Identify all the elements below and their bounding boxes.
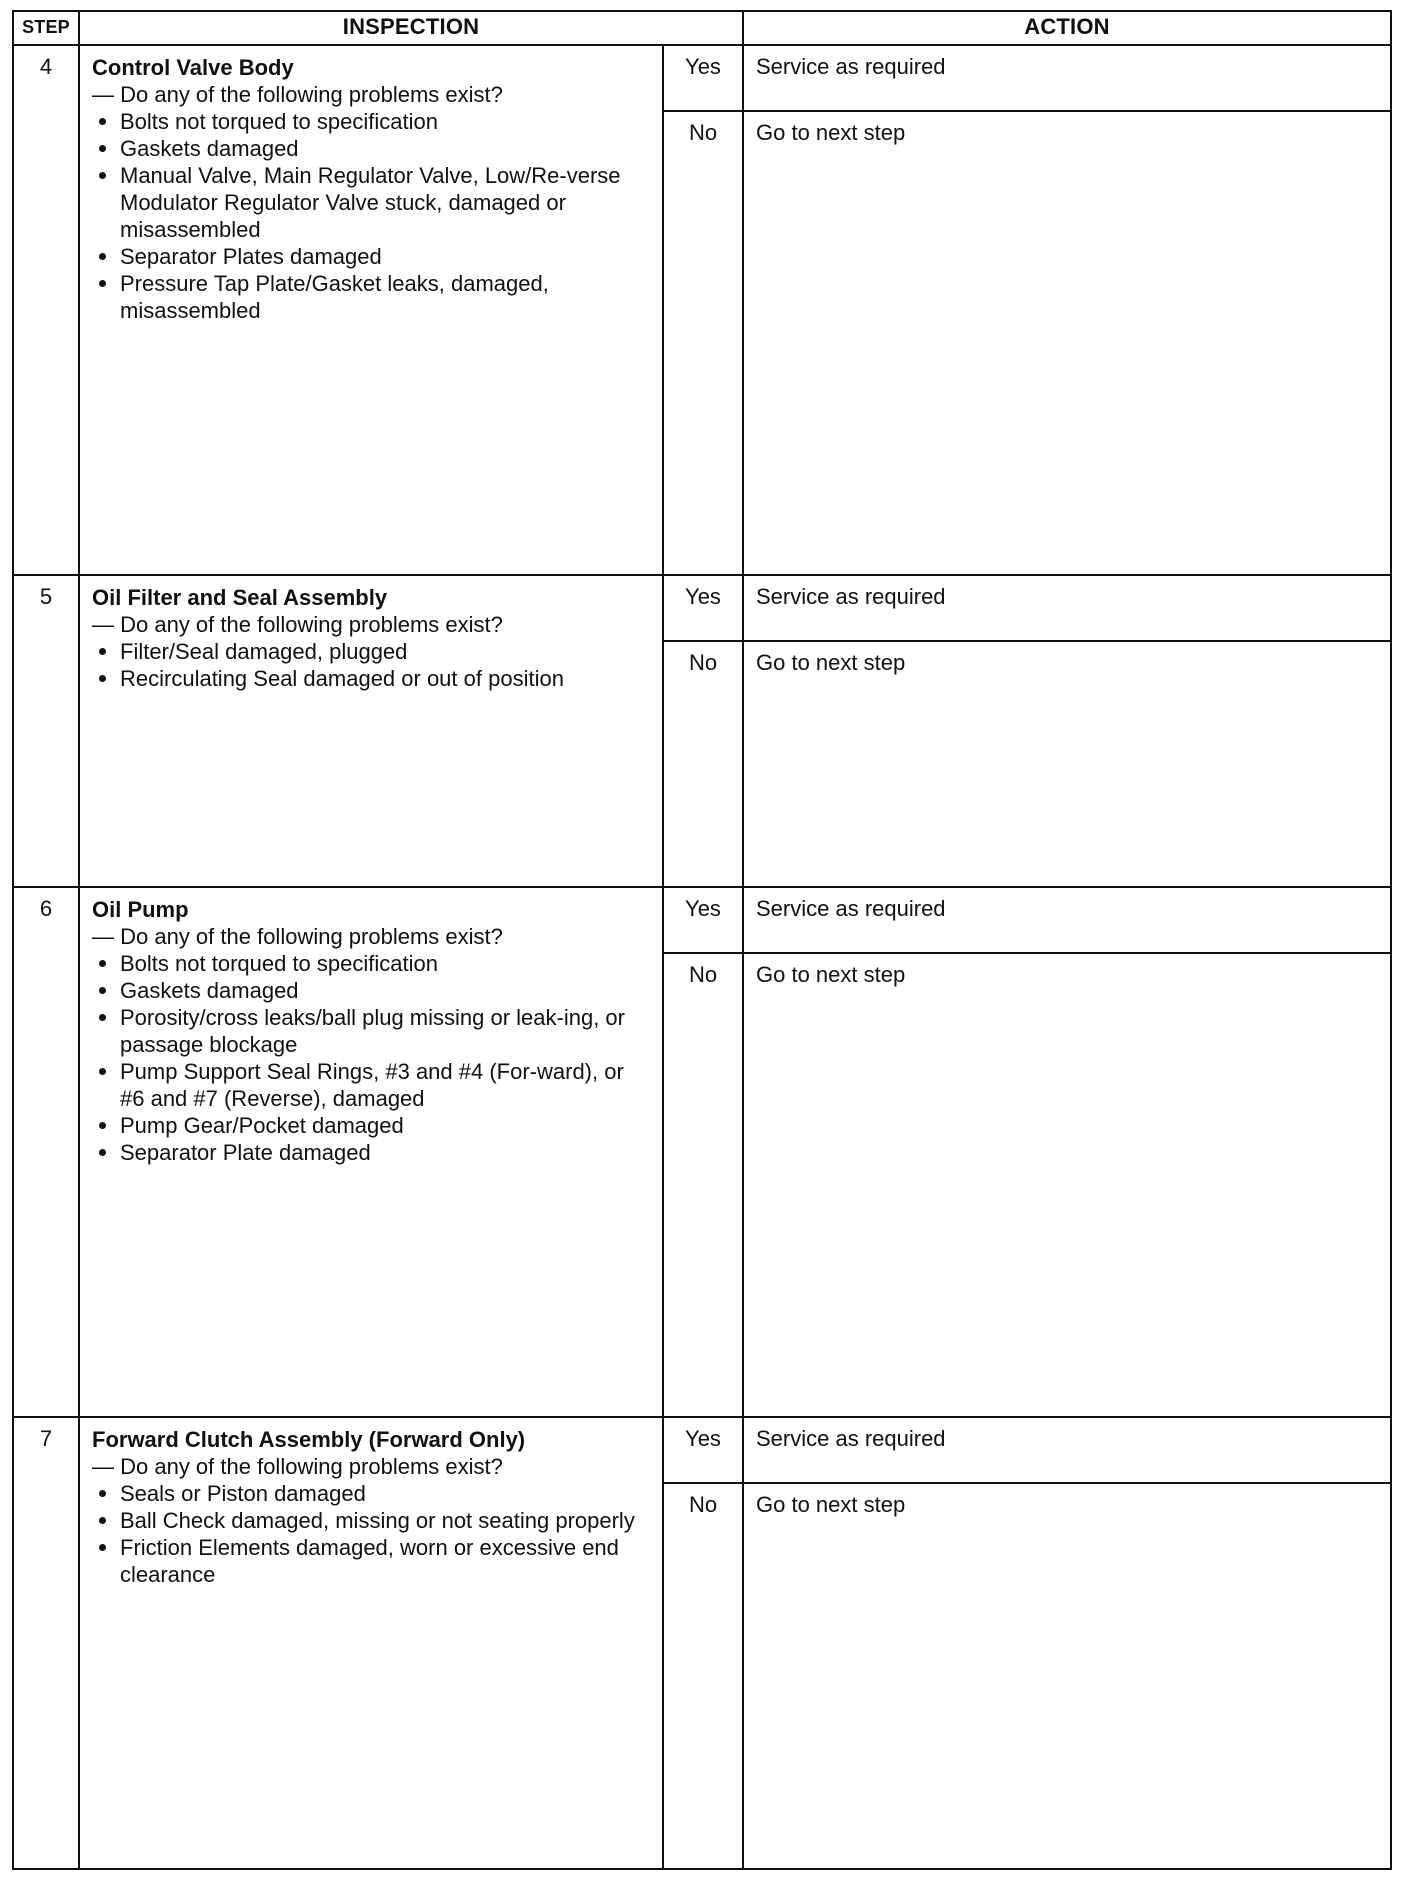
- problem-item: Separator Plates damaged: [92, 243, 648, 270]
- problem-item: Bolts not torqued to specification: [92, 108, 648, 135]
- problem-item: Gaskets damaged: [92, 135, 648, 162]
- answer-rule: [662, 576, 664, 886]
- problem-item: Pressure Tap Plate/Gasket leaks, damaged, misassembled: [92, 270, 648, 324]
- problem-item: Gaskets damaged: [92, 977, 648, 1004]
- header-action: ACTION: [1024, 14, 1110, 39]
- step-number: 7: [39, 1426, 53, 1451]
- problem-item: Recirculating Seal damaged or out of position: [92, 665, 648, 692]
- problem-item: Bolts not torqued to specification: [92, 950, 648, 977]
- header-step: STEP: [22, 17, 70, 37]
- step-row: [14, 1418, 1390, 1868]
- problem-item: Porosity/cross leaks/ball plug missing or leak-ing, or passage blockage: [92, 1004, 648, 1058]
- inspection-title: Oil Filter and Seal Assembly: [92, 585, 388, 610]
- yes-no-divider: [662, 110, 1390, 112]
- problem-item: Pump Gear/Pocket damaged: [92, 1112, 648, 1139]
- yes-no-divider: [662, 952, 1390, 954]
- answer-no: No: [688, 650, 718, 675]
- inspection-cell: [92, 584, 648, 692]
- step-number: 4: [39, 54, 53, 79]
- answer-yes: Yes: [685, 584, 721, 609]
- action-yes: Service as required: [756, 1426, 946, 1451]
- answer-rule: [662, 1418, 664, 1868]
- inspection-cell: [92, 1426, 648, 1588]
- step-number: 5: [39, 584, 53, 609]
- problem-list: [92, 1480, 648, 1588]
- action-no: Go to next step: [756, 1492, 906, 1517]
- problem-item: Separator Plate damaged: [92, 1139, 648, 1166]
- inspection-cell: [92, 896, 648, 1166]
- problem-item: Filter/Seal damaged, plugged: [92, 638, 648, 665]
- inspection-cell: [92, 54, 648, 324]
- answer-yes: Yes: [685, 896, 721, 921]
- inspection-title: Control Valve Body: [92, 55, 294, 80]
- yes-no-divider: [662, 640, 1390, 642]
- problem-list: [92, 108, 648, 324]
- action-yes: Service as required: [756, 584, 946, 609]
- answer-yes: Yes: [685, 1426, 721, 1451]
- problem-list: [92, 638, 648, 692]
- inspection-question: — Do any of the following problems exist?: [92, 612, 503, 637]
- problem-item: Ball Check damaged, missing or not seating properly: [92, 1507, 648, 1534]
- step-number: 6: [39, 896, 53, 921]
- answer-no: No: [688, 1492, 718, 1517]
- yes-no-divider: [662, 1482, 1390, 1484]
- step-row: [14, 888, 1390, 1416]
- action-no: Go to next step: [756, 120, 906, 145]
- problem-item: Manual Valve, Main Regulator Valve, Low/Re-verse Modulator Regulator Valve stuck, damaged or misassembled: [92, 162, 648, 243]
- answer-yes: Yes: [685, 54, 721, 79]
- header-inspection: INSPECTION: [342, 14, 480, 39]
- inspection-question: — Do any of the following problems exist?: [92, 1454, 503, 1479]
- inspection-title: Oil Pump: [92, 897, 189, 922]
- inspection-table: [12, 10, 1392, 1870]
- action-no: Go to next step: [756, 650, 906, 675]
- step-row: [14, 46, 1390, 574]
- problem-item: Seals or Piston damaged: [92, 1480, 648, 1507]
- answer-no: No: [688, 120, 718, 145]
- action-yes: Service as required: [756, 54, 946, 79]
- inspection-title: Forward Clutch Assembly (Forward Only): [92, 1427, 526, 1452]
- answer-no: No: [688, 962, 718, 987]
- step-row: [14, 576, 1390, 886]
- inspection-question: — Do any of the following problems exist?: [92, 82, 503, 107]
- inspection-question: — Do any of the following problems exist?: [92, 924, 503, 949]
- action-yes: Service as required: [756, 896, 946, 921]
- problem-item: Friction Elements damaged, worn or excessive end clearance: [92, 1534, 648, 1588]
- problem-list: [92, 950, 648, 1166]
- problem-item: Pump Support Seal Rings, #3 and #4 (For-ward), or #6 and #7 (Reverse), damaged: [92, 1058, 648, 1112]
- action-no: Go to next step: [756, 962, 906, 987]
